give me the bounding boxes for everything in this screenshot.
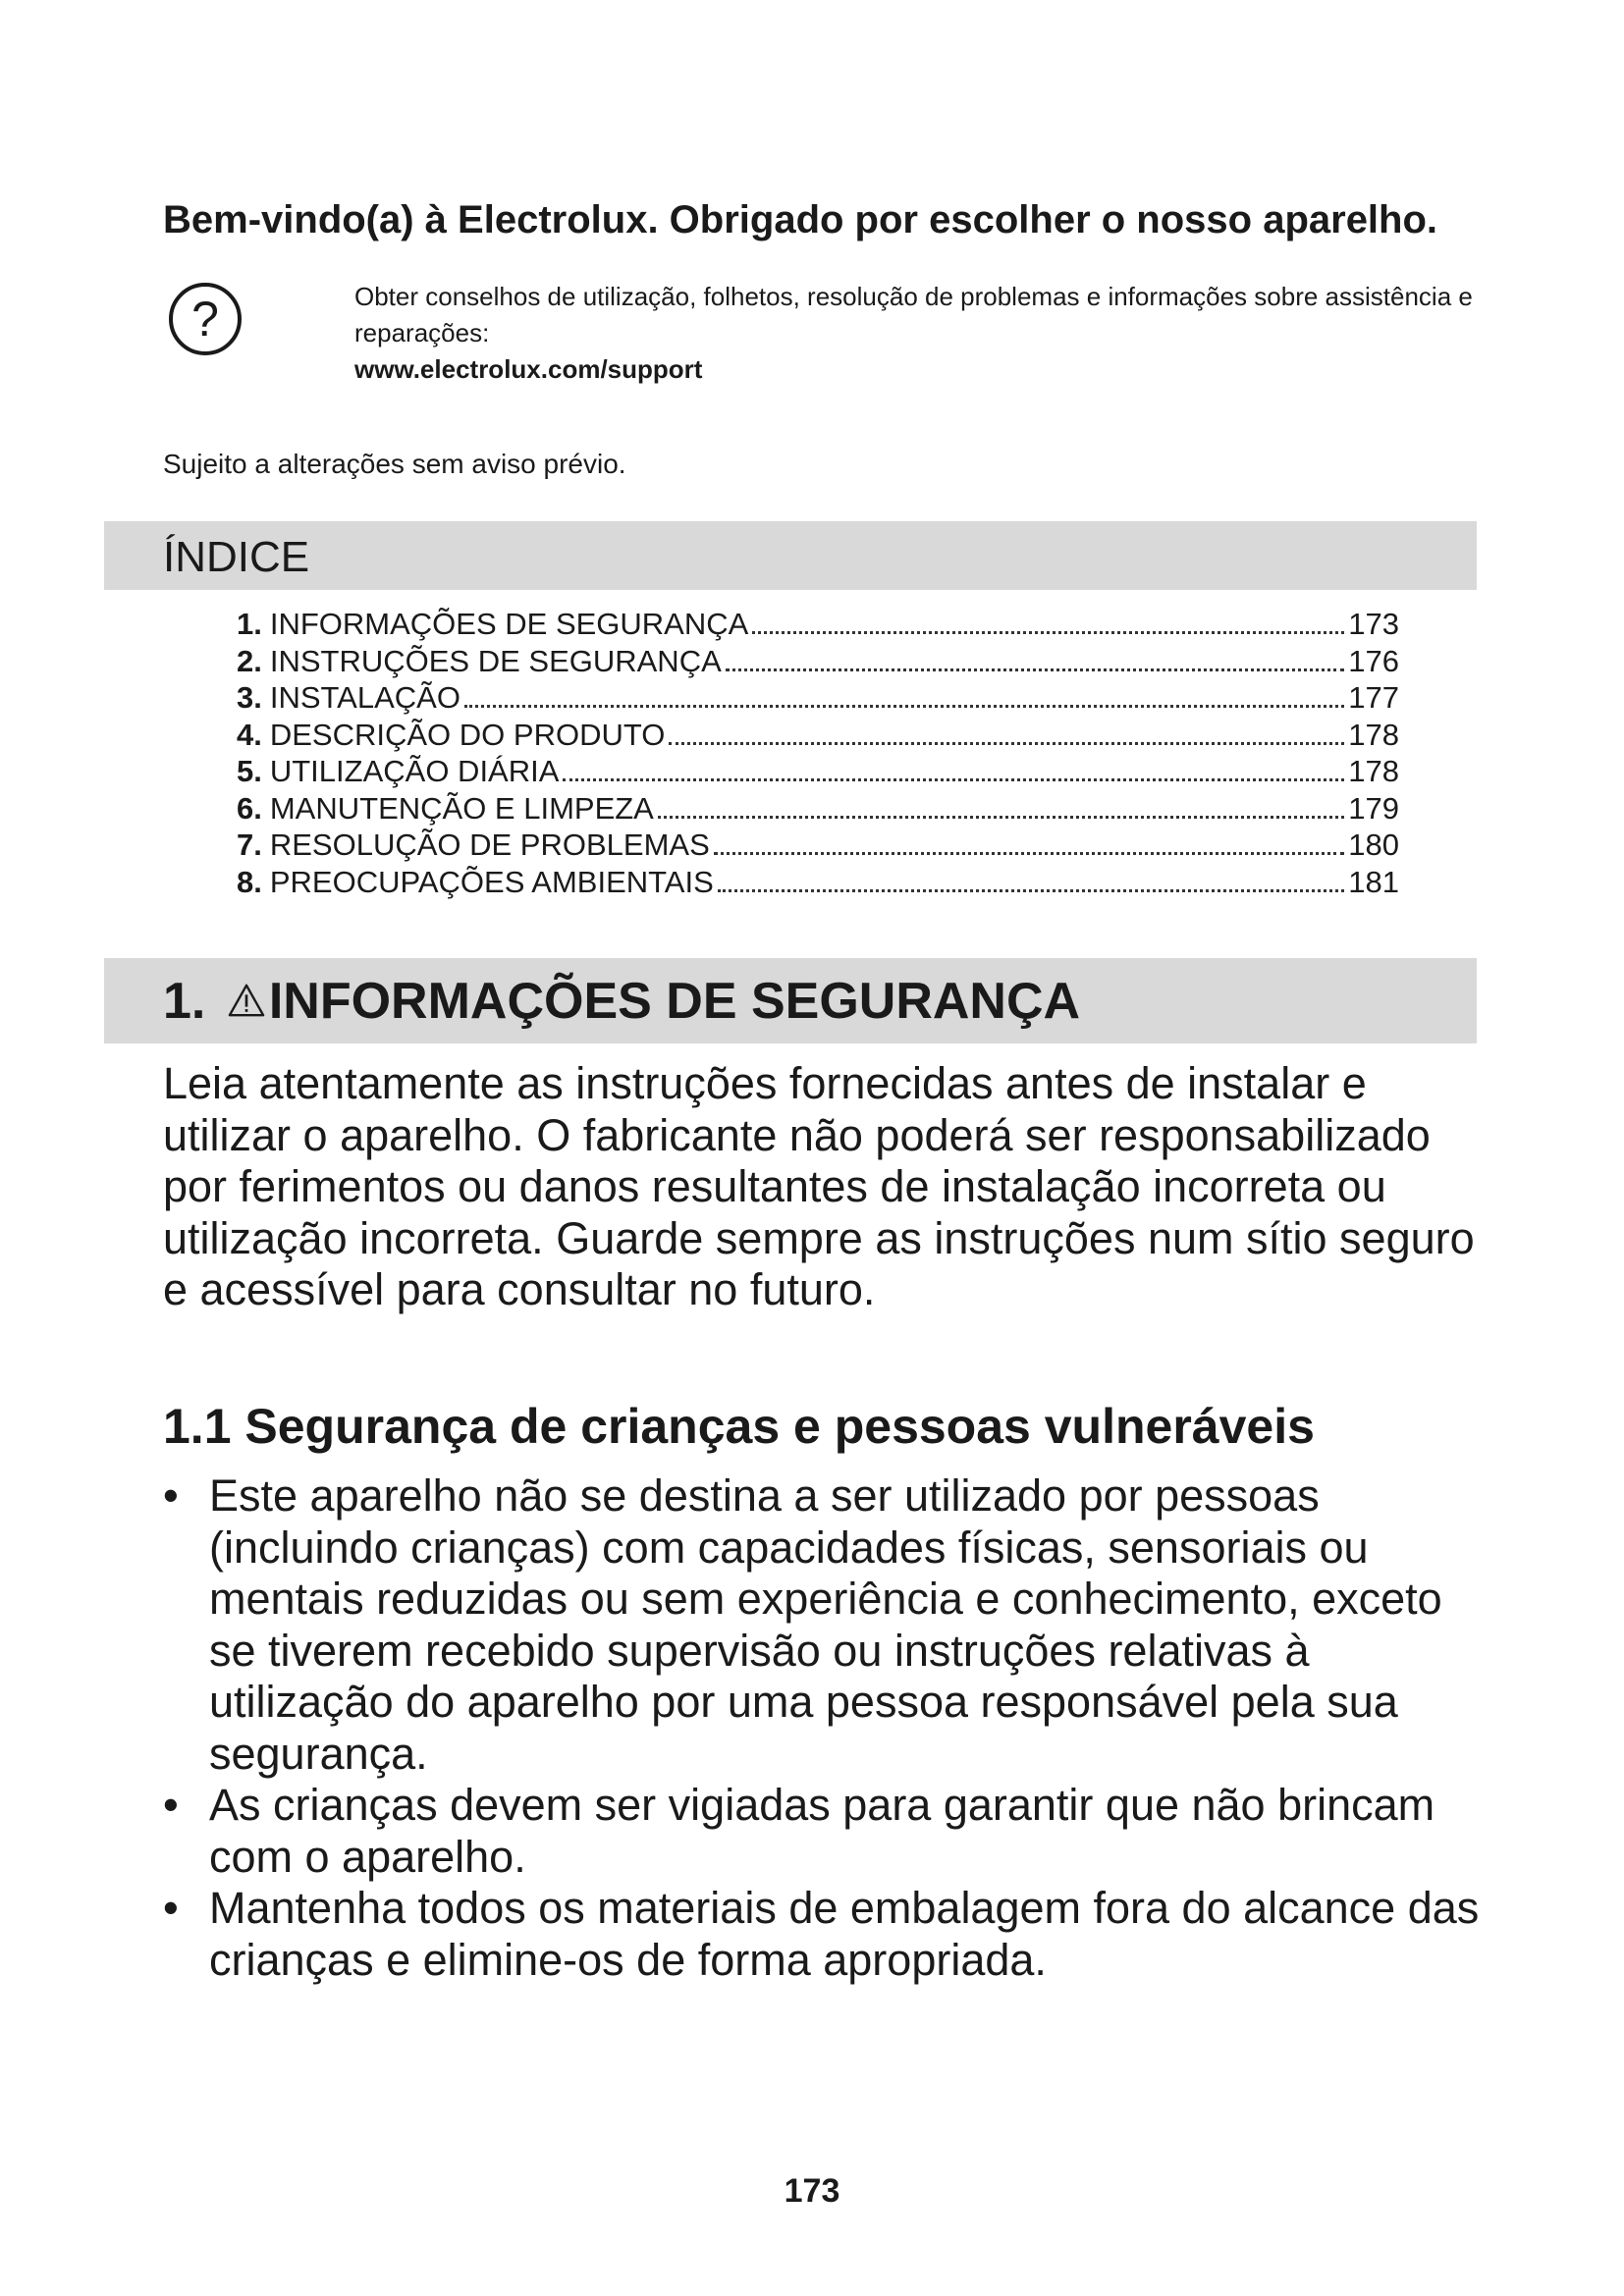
change-notice: Sujeito a alterações sem aviso prévio. (163, 449, 626, 479)
toc-item-label: RESOLUÇÃO DE PROBLEMAS (269, 828, 710, 862)
section-1-header-band (104, 958, 1477, 1043)
warning-triangle-icon (228, 983, 265, 1018)
toc-leader-dots (752, 631, 1344, 634)
toc-item-label: UTILIZAÇÃO DIÁRIA (269, 754, 560, 788)
toc-item-label: PREOCUPAÇÕES AMBIENTAIS (269, 864, 714, 899)
safety-bullet-list (163, 1470, 1498, 1986)
section-1-number: 1. (163, 973, 206, 1030)
bullet-text: As crianças devem ser vigiadas para garantir que não brincam com o aparelho. (209, 1780, 1435, 1882)
section-1-intro: Leia atentamente as instruções fornecidas antes de instalar e utilizar o aparelho. O fabricante não poderá ser responsabilizado por ferimentos ou danos resultantes de instalação incorreta ou utilização incorreta. Guarde sempre as instruções num sítio seguro e acessível para consultar no futuro. (163, 1058, 1475, 1314)
bullet-icon: • (163, 1780, 179, 1830)
table-of-contents (237, 606, 1399, 900)
toc-item[interactable] (237, 679, 1399, 717)
toc-item-page: 178 (1348, 717, 1399, 752)
toc-item-number: 2. (237, 643, 262, 678)
toc-item-label: INSTALAÇÃO (269, 680, 460, 715)
toc-item-number: 4. (237, 717, 262, 752)
toc-item-number: 1. (237, 607, 262, 641)
toc-leader-dots (464, 705, 1344, 708)
toc-item-label: INSTRUÇÕES DE SEGURANÇA (269, 643, 722, 678)
toc-item-page: 177 (1348, 680, 1399, 715)
toc-leader-dots (718, 889, 1345, 892)
section-1-title-text: INFORMAÇÕES DE SEGURANÇA (268, 973, 1081, 1030)
toc-item-label: MANUTENÇÃO E LIMPEZA (269, 790, 654, 826)
toc-item-page: 178 (1348, 754, 1399, 788)
toc-item[interactable] (237, 753, 1399, 790)
toc-leader-dots (658, 816, 1344, 819)
toc-item[interactable] (237, 643, 1399, 680)
support-block (354, 279, 1474, 388)
toc-leader-dots (714, 852, 1345, 855)
toc-item-label: INFORMAÇÕES DE SEGURANÇA (269, 607, 749, 641)
bullet-icon: • (163, 1883, 179, 1933)
toc-item-page: 179 (1348, 790, 1399, 826)
toc-item-page: 173 (1348, 607, 1399, 641)
toc-leader-dots (726, 668, 1345, 671)
section-1-title (163, 972, 1080, 1031)
toc-item-page: 176 (1348, 643, 1399, 678)
support-text: Obter conselhos de utilização, folhetos, resolução de problemas e informações sobre assistência e reparações: (354, 282, 1473, 347)
bullet-text: Este aparelho não se destina a ser utilizado por pessoas (incluindo crianças) com capacidades físicas, sensoriais ou mentais reduzidas ou sem experiência e conhecimento, exceto se tiverem recebido supervisão ou instruções relativas à utilização do aparelho por uma pessoa responsável pela sua segurança. (209, 1470, 1442, 1779)
welcome-heading: Bem-vindo(a) à Electrolux. Obrigado por escolher o nosso aparelho. (163, 198, 1438, 241)
support-link[interactable]: www.electrolux.com/support (354, 354, 703, 384)
toc-item-label: DESCRIÇÃO DO PRODUTO (269, 717, 666, 752)
toc-item-number: 7. (237, 828, 262, 862)
bullet-text: Mantenha todos os materiais de embalagem fora do alcance das crianças e elimine-os de forma apropriada. (209, 1883, 1480, 1985)
list-item (163, 1780, 1498, 1883)
toc-item[interactable] (237, 864, 1399, 901)
help-circle-icon: ? (169, 283, 242, 355)
toc-leader-dots (669, 742, 1344, 745)
page-number: 173 (784, 2172, 840, 2210)
toc-item-page: 181 (1348, 864, 1399, 899)
toc-header-band (104, 521, 1477, 590)
list-item (163, 1883, 1498, 1986)
toc-item[interactable] (237, 717, 1399, 754)
toc-item-page: 180 (1348, 828, 1399, 862)
toc-item[interactable] (237, 790, 1399, 828)
list-item (163, 1470, 1498, 1780)
toc-title: ÍNDICE (163, 533, 310, 581)
toc-item-number: 8. (237, 864, 262, 899)
toc-item-number: 5. (237, 754, 262, 788)
bullet-icon: • (163, 1470, 179, 1521)
toc-item-number: 6. (237, 790, 262, 826)
toc-leader-dots (563, 778, 1344, 781)
toc-item[interactable] (237, 827, 1399, 864)
subsection-1-1-title: 1.1 Segurança de crianças e pessoas vulneráveis (163, 1399, 1315, 1454)
toc-item-number: 3. (237, 680, 262, 715)
toc-item[interactable] (237, 606, 1399, 643)
